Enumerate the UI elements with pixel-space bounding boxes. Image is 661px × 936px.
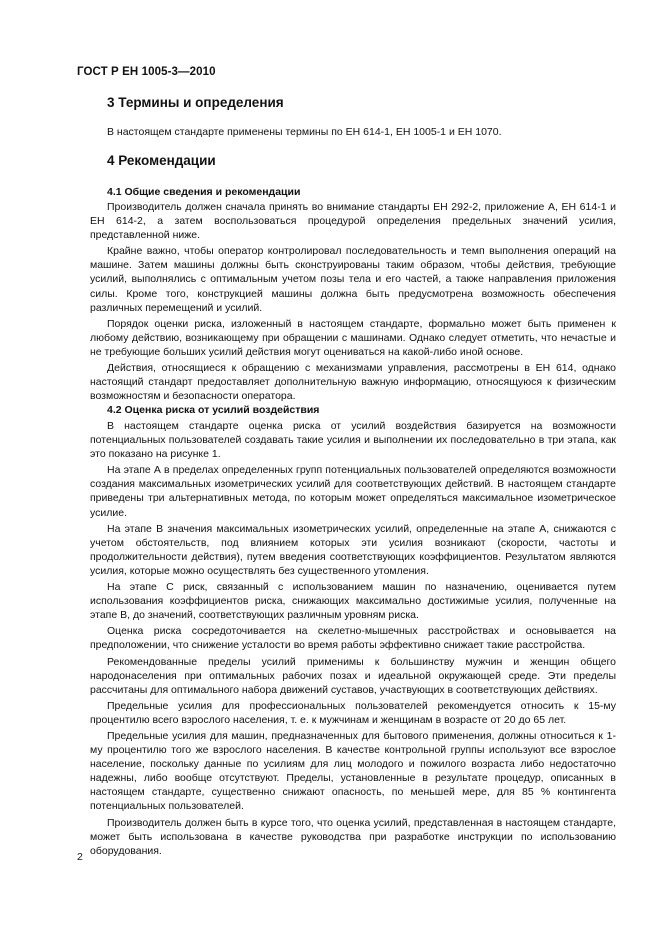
subsection-4-1-title: 4.1 Общие сведения и рекомендации — [107, 186, 301, 198]
section-4-title: 4 Рекомендации — [107, 153, 216, 168]
paragraph: На этапе В значения максимальных изометрических усилий, определенные на этапе А, снижаются с учетом обстоятельств, под влиянием которых эти усилия возникают (скорости, частоты и продолжительности действия), путем введения соответствующих коэффициентов. Результатом являются усилия, которые можно осуществлять без существенного утомления. — [90, 522, 616, 577]
paragraph: Оценка риска сосредоточивается на скелетно-мышечных расстройствах и основывается на предположении, что снижение усталости во время работы эффективно снижает такие расстройства. — [90, 625, 616, 652]
paragraph: Крайне важно, чтобы оператор контролировал последовательность и темп выполнения операций на машине. Затем машины должны быть сконструированы таким образом, чтобы действия, требующие усилий, выполнялись с оптимальным учетом позы тела и его частей, а также направления приложения силы. Кроме того, конструкцией машины должна быть предусмотрена возможность обеспечения различных перемещений и усилий. — [90, 245, 616, 314]
paragraph: Производитель должен быть в курсе того, что оценка усилий, представленная в настоящем стандарте, может быть использована в качестве руководства при разработке инструкции по использованию оборудования. — [90, 816, 616, 857]
subsection-4-2-body — [90, 419, 616, 860]
section-3-title: 3 Термины и определения — [107, 95, 284, 110]
paragraph: На этапе А в пределах определенных групп потенциальных пользователей определяются возможности создания максимальных изометрических усилий для соответствующих действий. В настоящем стандарте приведены три альтернативных метода, по которым может определяться максимальное изометрическое усилие. — [90, 464, 616, 519]
paragraph: Действия, относящиеся к обращению с механизмами управления, рассмотрены в ЕН 614, однако настоящий стандарт предоставляет дополнительную важную информацию, относящуюся к физическим возможностям и безопасности оператора. — [90, 362, 616, 403]
subsection-4-2-title: 4.2 Оценка риска от усилий воздействия — [107, 404, 320, 416]
section-3-text: В настоящем стандарте применены термины по ЕН 614-1, ЕН 1005-1 и ЕН 1070. — [107, 126, 502, 138]
paragraph: На этапе С риск, связанный с использованием машин по назначению, оценивается путем использования коэффициентов риска, снижающих максимально достижимые усилия, полученные на этапе В, до значений, соответствующих различным уровням риска. — [90, 581, 616, 622]
paragraph: Предельные усилия для профессиональных пользователей рекомендуется относить к 15-му процентилю всего взрослого населения, т. е. к мужчинам и женщинам в возрасте от 20 до 65 лет. — [90, 699, 616, 726]
standard-code-header: ГОСТ Р ЕН 1005-3—2010 — [77, 66, 216, 78]
paragraph: Предельные усилия для машин, предназначенных для бытового применения, должны относиться к 1-му процентилю того же взрослого населения. В качестве контрольной группы используют все взрослое население, поскольку данные по усилиям для лиц молодого и пожилого возраста либо недостаточно надежны, либо вообще отсутствуют. Пределы, установленные в результате процедур, описанных в настоящем стандарте, существенно снижают опасность, по меньшей мере, для 85 % контингента потенциальных пользователей. — [90, 729, 616, 813]
paragraph: Рекомендованные пределы усилий применимы к большинству мужчин и женщин общего народонаселения при оптимальных рабочих позах и идеальной окружающей среде. Эти пределы рассчитаны для оптимального набора движений суставов, участвующих в соответствующих действиях. — [90, 655, 616, 696]
subsection-4-1-body — [90, 200, 616, 405]
paragraph: Порядок оценки риска, изложенный в настоящем стандарте, формально может быть применен к любому действию, возникающему при обращении с машинами. Однако следует отметить, что нечастые и не требующие больших усилий действия могут оцениваться на какой-либо иной основе. — [90, 317, 616, 358]
paragraph: В настоящем стандарте оценка риска от усилий воздействия базируется на возможности потенциальных пользователей создавать такие усилия и выполнении их последовательно в три этапа, как это показано на рисунке 1. — [90, 420, 616, 461]
page-number: 2 — [77, 851, 83, 863]
paragraph: Производитель должен сначала принять во внимание стандарты ЕН 292-2, приложение А, ЕН 614-1 и ЕН 614-2, а затем воспользоваться процедурой определения предельных значений усилия, представленной ниже. — [90, 201, 616, 242]
